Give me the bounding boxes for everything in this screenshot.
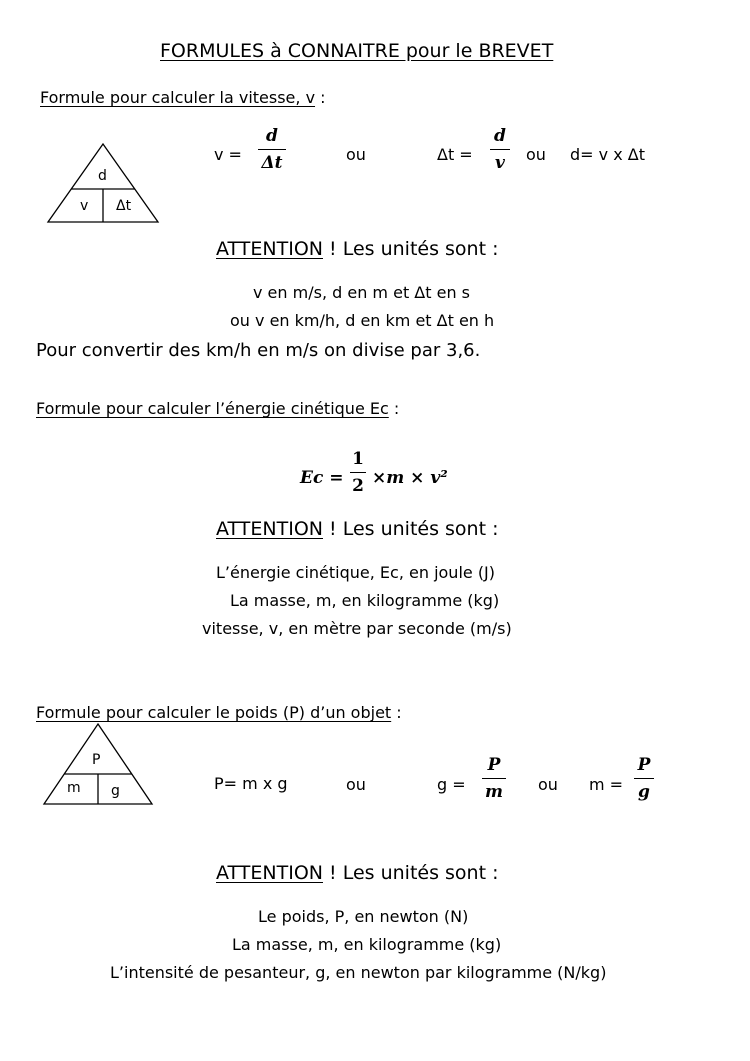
formula-g-fraction [482,757,506,801]
formula-g-den: m [485,782,503,802]
formula-m-lhs: m = [589,775,624,794]
or-text-2: ou [526,145,546,164]
formula-v-lhs: v = [214,145,242,164]
triangle-poids-top: P [92,752,101,768]
formula-m-num: P [637,755,651,775]
attention-poids [216,862,498,884]
triangle-poids-right: g [111,783,120,799]
formula-m-bar [634,778,654,779]
units-poids-1: Le poids, P, en newton (N) [258,907,469,926]
triangle-poids-left: m [67,780,81,796]
units-poids-2: La masse, m, en kilogramme (kg) [232,935,502,954]
heading-vitesse [40,88,326,107]
units-poids-3: L’intensité de pesanteur, g, en newton par kilogramme (N/kg) [110,963,607,982]
units-energie-3: vitesse, v, en mètre par seconde (m/s) [202,619,512,638]
triangle-vitesse-left: v [80,198,89,214]
or-text-3: ou [346,775,366,794]
formula-p: P= m x g [214,774,288,793]
heading-poids [36,703,402,722]
heading-vitesse-text: Formule pour calculer la vitesse, v [40,88,316,107]
formula-dt-num: d [494,126,506,146]
triangle-vitesse-top: d [98,168,107,184]
attention-rest: ! Les unités sont : [329,518,499,540]
formula-m-fraction [634,757,654,801]
attention-vitesse [216,238,498,260]
formula-ec-lhs: Ec = [300,468,344,488]
heading-energie-text: Formule pour calculer l’énergie cinétique Ec [36,399,389,418]
page-title: FORMULES à CONNAITRE pour le BREVET [160,40,554,62]
units-vitesse-2: ou v en km/h, d en km et Δt en h [230,311,495,330]
formula-ec-den: 2 [352,476,364,496]
attention-word: ATTENTION [216,862,323,884]
formula-m-den: g [638,782,650,802]
formula-ec-rhs: ×m × v² [372,468,448,488]
conversion-note: Pour convertir des km/h en m/s on divise par 3,6. [36,340,481,361]
formula-ec-bar [350,472,366,473]
attention-rest: ! Les unités sont : [329,238,499,260]
formula-g-lhs: g = [437,775,466,794]
formula-g-num: P [487,755,501,775]
or-text-1: ou [346,145,366,164]
units-energie-2: La masse, m, en kilogramme (kg) [230,591,500,610]
heading-vitesse-colon: : [320,88,326,107]
attention-energie [216,518,498,540]
formula-g-bar [482,778,506,779]
triangle-vitesse-right: Δt [116,198,132,214]
heading-energie [36,399,399,418]
attention-rest: ! Les unités sont : [329,862,499,884]
formula-dt-bar [490,149,510,150]
formula-d: d= v x Δt [570,145,645,164]
attention-word: ATTENTION [216,238,323,260]
units-energie-1: L’énergie cinétique, Ec, en joule (J) [216,563,496,582]
attention-word: ATTENTION [216,518,323,540]
formula-dt-den: v [495,153,505,173]
formula-v-num: d [266,126,278,146]
heading-energie-colon: : [393,399,400,418]
formula-dt-fraction [490,128,510,172]
or-text-4: ou [538,775,558,794]
formula-ec-fraction [350,451,366,495]
formula-v-bar [258,149,286,150]
heading-poids-colon: : [396,703,402,722]
formula-v-fraction [258,128,286,172]
formula-ec-num: 1 [352,449,364,469]
formula-v-den: Δt [261,153,283,173]
heading-poids-text: Formule pour calculer le poids (P) d’un objet [36,703,392,722]
units-vitesse-1: v en m/s, d en m et Δt en s [253,283,471,302]
formula-dt-lhs: Δt = [437,145,473,164]
